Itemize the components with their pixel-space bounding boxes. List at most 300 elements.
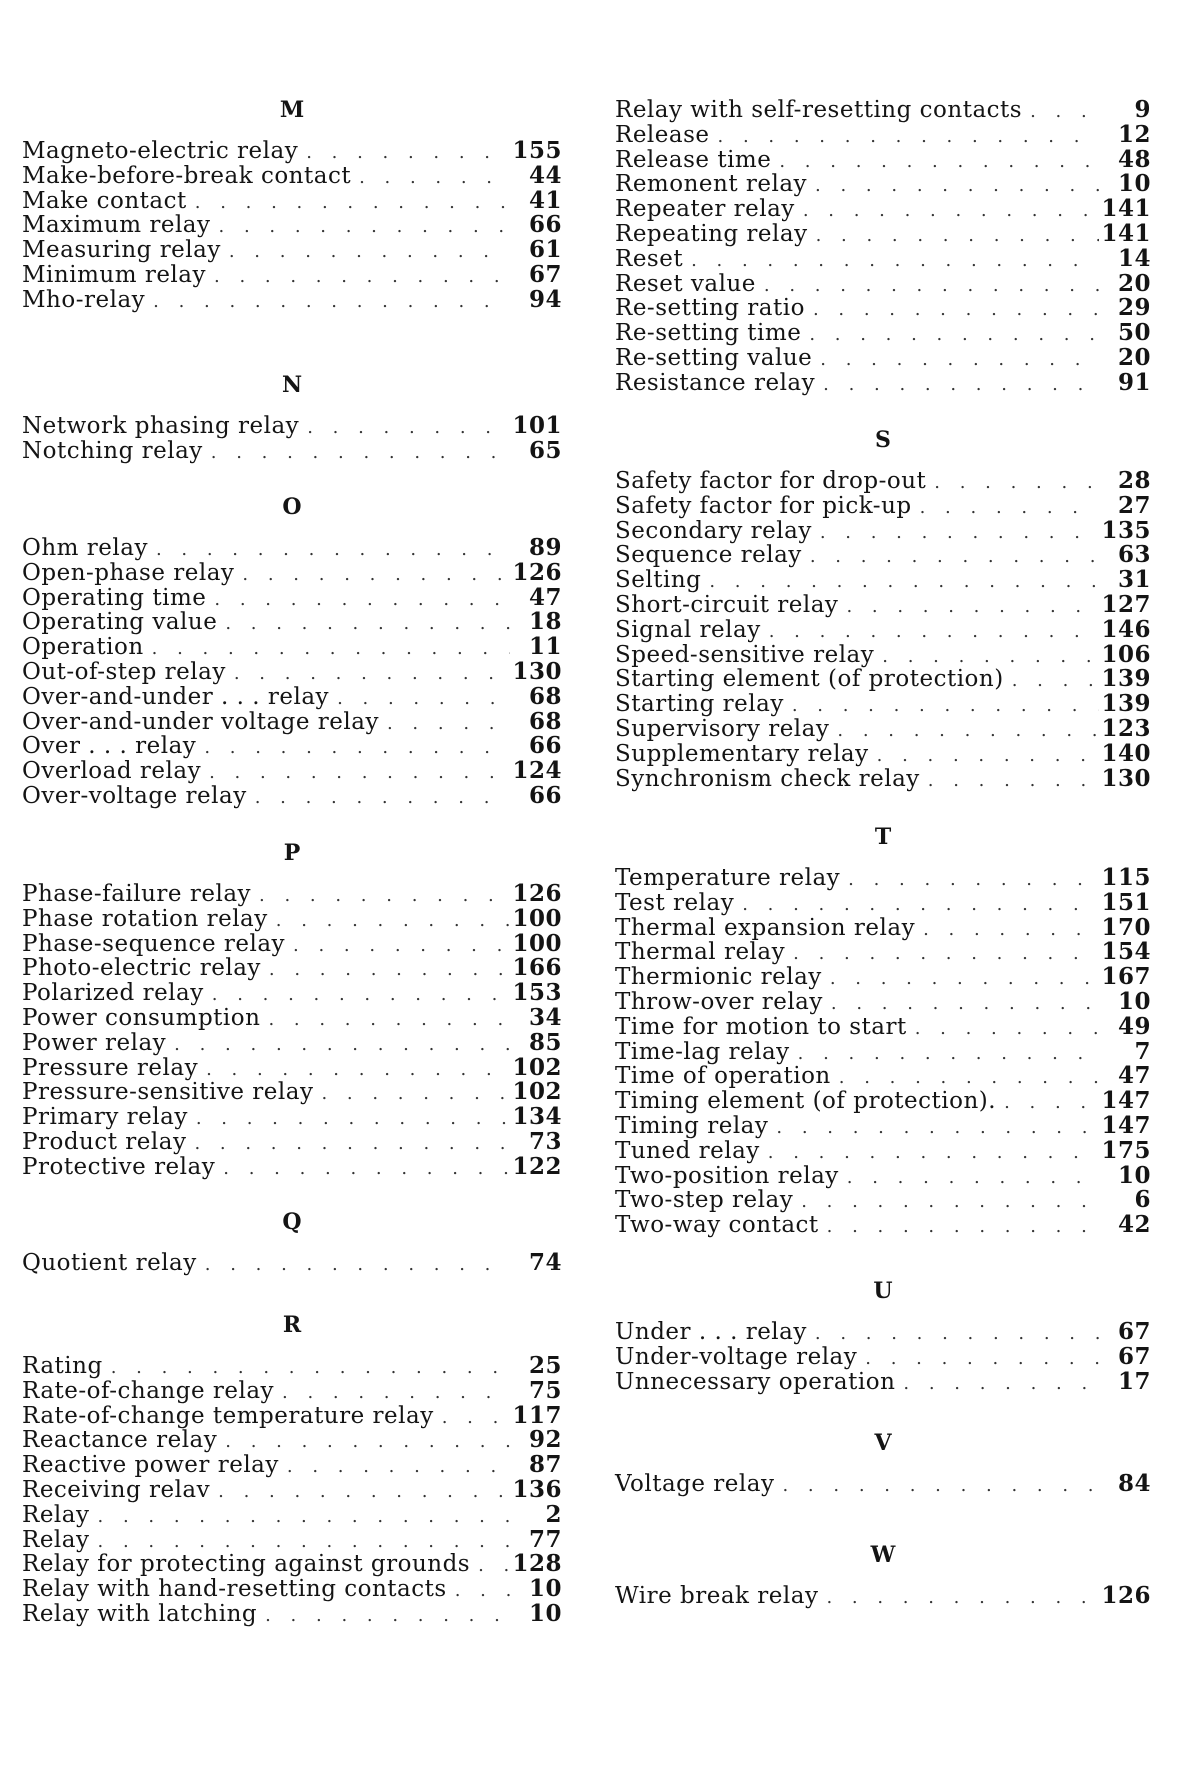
entry-page-number: 47 (1099, 1064, 1151, 1089)
index-entry-thermionic-relay (615, 965, 1151, 990)
entry-page-number: 67 (1099, 1345, 1151, 1370)
entry-term: Relay (22, 1503, 98, 1528)
dot-leader (792, 694, 1099, 719)
dot-leader (816, 224, 1099, 249)
entry-page-number: 154 (1099, 940, 1151, 965)
dot-leader (153, 290, 510, 315)
section-letter: T (615, 822, 1151, 852)
entry-page-number: 29 (1099, 296, 1151, 321)
section-spacer (615, 852, 1151, 866)
index-entry-receiving-relav (22, 1478, 562, 1503)
entry-page-number: 151 (1099, 891, 1151, 916)
entry-page-number: 67 (1099, 1320, 1151, 1345)
dot-leader (218, 1480, 510, 1505)
entry-term: Time for motion to start (615, 1015, 915, 1040)
dot-leader (229, 240, 510, 265)
index-entry-list (22, 1251, 562, 1276)
index-entry-phase-failure-relay (22, 882, 562, 907)
entry-page-number: 91 (1099, 371, 1151, 396)
entry-page-number: 130 (510, 660, 562, 685)
entry-term: Under-voltage relay (615, 1345, 865, 1370)
entry-page-number: 73 (510, 1130, 562, 1155)
entry-term: Over-voltage relay (22, 784, 255, 809)
index-entry-short-circuit-relay (615, 593, 1151, 618)
entry-term: Repeating relay (615, 222, 816, 247)
entry-term: Reactive power relay (22, 1453, 287, 1478)
index-entry-polarized-relay (22, 981, 562, 1006)
dot-leader (813, 298, 1099, 323)
dot-leader (1030, 100, 1099, 125)
index-entry-overload-relay (22, 759, 562, 784)
entry-page-number: 66 (510, 784, 562, 809)
dot-leader (776, 1116, 1099, 1141)
entry-term: Two-step relay (615, 1188, 801, 1213)
index-entry-operating-time (22, 586, 562, 611)
index-entry-time-lag-relay (615, 1040, 1151, 1065)
entry-page-number: 106 (1099, 643, 1151, 668)
entry-page-number: 166 (510, 956, 562, 981)
dot-leader (928, 769, 1099, 794)
entry-term: Rate-of-change temperature relay (22, 1404, 442, 1429)
index-entry-magneto-electric-relay (22, 139, 562, 164)
dot-leader (848, 868, 1099, 893)
entry-term: Phase-failure relay (22, 882, 259, 907)
entry-page-number: 89 (510, 536, 562, 561)
dot-leader (782, 1474, 1099, 1499)
entry-page-number: 50 (1099, 321, 1151, 346)
entry-page-number: 87 (510, 1453, 562, 1478)
entry-term: Throw-over relay (615, 990, 831, 1015)
index-entry-supervisory-relay (615, 717, 1151, 742)
entry-term: Speed-sensitive relay (615, 643, 882, 668)
dot-leader (826, 1586, 1099, 1611)
entry-page-number: 10 (1099, 1164, 1151, 1189)
entry-term: Photo-electric relay (22, 956, 269, 981)
index-entry-unnecessary-operation (615, 1370, 1151, 1395)
entry-page-number: 127 (1099, 593, 1151, 618)
index-entry-starting-element-of-protection (615, 667, 1151, 692)
index-entry-product-relay (22, 1130, 562, 1155)
section-letter: O (22, 492, 562, 522)
index-page (0, 0, 1200, 1765)
entry-page-number: 27 (1099, 494, 1151, 519)
dot-leader (255, 786, 510, 811)
section-spacer (22, 1340, 562, 1354)
entry-term: Synchronism check relay (615, 767, 928, 792)
index-entry-rate-of-change-temperature-relay (22, 1404, 562, 1429)
index-entry-timing-relay (615, 1114, 1151, 1139)
dot-leader (219, 215, 510, 240)
dot-leader (242, 563, 510, 588)
entry-term: Pressure-sensitive relay (22, 1080, 321, 1105)
dot-leader (209, 761, 510, 786)
index-section-p (22, 838, 562, 1180)
index-entry-test-relay (615, 891, 1151, 916)
index-entry-photo-electric-relay (22, 956, 562, 981)
section-spacer (22, 400, 562, 414)
entry-term: Release time (615, 148, 779, 173)
section-spacer (615, 1306, 1151, 1320)
entry-page-number: 65 (510, 439, 562, 464)
dot-leader (823, 373, 1099, 398)
dot-leader (204, 736, 510, 761)
entry-term: Network phasing relay (22, 414, 307, 439)
index-entry-resistance-relay (615, 371, 1151, 396)
entry-term: Make-before-break contact (22, 164, 359, 189)
entry-term: Out-of-step relay (22, 660, 234, 685)
index-section-w (615, 1540, 1151, 1609)
entry-term: Repeater relay (615, 197, 803, 222)
index-entry-quotient-relay (22, 1251, 562, 1276)
index-entry-secondary-relay (615, 519, 1151, 544)
section-letter: N (22, 370, 562, 400)
entry-page-number: 126 (510, 882, 562, 907)
index-section-continued (615, 98, 1151, 396)
entry-term: Thermionic relay (615, 965, 830, 990)
index-section-u (615, 1276, 1151, 1394)
index-section-m (22, 95, 562, 313)
dot-leader (195, 191, 510, 216)
dot-leader (293, 934, 510, 959)
entry-page-number: 49 (1099, 1015, 1151, 1040)
entry-term: Under . . . relay (615, 1320, 815, 1345)
index-entry-re-setting-time (615, 321, 1151, 346)
entry-page-number: 101 (510, 414, 562, 439)
index-entry-under-relay (615, 1320, 1151, 1345)
dot-leader (820, 348, 1099, 373)
entry-page-number: 124 (510, 759, 562, 784)
entry-term: Temperature relay (615, 866, 848, 891)
entry-term: Quotient relay (22, 1251, 205, 1276)
index-section-n (22, 370, 562, 464)
dot-leader (259, 884, 510, 909)
entry-page-number: 68 (510, 710, 562, 735)
section-letter: Q (22, 1207, 562, 1237)
entry-term: Operation (22, 635, 152, 660)
index-entry-relay-for-protecting-against-grounds (22, 1552, 562, 1577)
dot-leader (920, 496, 1099, 521)
index-entry-mho-relay (22, 288, 562, 313)
entry-term: Minimum relay (22, 263, 214, 288)
entry-term: Re-setting ratio (615, 296, 813, 321)
entry-page-number: 175 (1099, 1139, 1151, 1164)
dot-leader (98, 1505, 511, 1530)
entry-term: Over-and-under voltage relay (22, 710, 387, 735)
entry-term: Reset value (615, 272, 764, 297)
entry-term: Signal relay (615, 618, 769, 643)
entry-term: Make contact (22, 189, 195, 214)
index-entry-relay-with-hand-resetting-contacts (22, 1577, 562, 1602)
index-entry-relay-with-self-resetting-contacts (615, 98, 1151, 123)
entry-term: Supervisory relay (615, 717, 837, 742)
index-entry-phase-sequence-relay (22, 932, 562, 957)
index-entry-thermal-expansion-relay (615, 916, 1151, 941)
dot-leader (810, 545, 1099, 570)
dot-leader (801, 1190, 1099, 1215)
entry-page-number: 141 (1099, 222, 1151, 247)
index-entry-reset-value (615, 272, 1151, 297)
entry-term: Starting relay (615, 692, 792, 717)
dot-leader (194, 1132, 510, 1157)
entry-term: Relay with hand-resetting contacts (22, 1577, 455, 1602)
index-entry-wire-break-relay (615, 1584, 1151, 1609)
index-entry-two-position-relay (615, 1164, 1151, 1189)
entry-page-number: 20 (1099, 272, 1151, 297)
dot-leader (809, 323, 1099, 348)
section-spacer (615, 1570, 1151, 1584)
section-letter: M (22, 95, 562, 125)
index-entry-sequence-relay (615, 543, 1151, 568)
index-entry-pressure-sensitive-relay (22, 1080, 562, 1105)
entry-page-number: 141 (1099, 197, 1151, 222)
entry-page-number: 139 (1099, 667, 1151, 692)
entry-term: Wire break relay (615, 1584, 826, 1609)
entry-page-number: 147 (1099, 1114, 1151, 1139)
entry-term: Magneto-electric relay (22, 139, 306, 164)
entry-term: Polarized relay (22, 981, 212, 1006)
index-entry-release-time (615, 148, 1151, 173)
index-section-q (22, 1207, 562, 1276)
index-entry-maximum-relay (22, 213, 562, 238)
entry-page-number: 115 (1099, 866, 1151, 891)
entry-page-number: 128 (510, 1552, 562, 1577)
dot-leader (455, 1579, 510, 1604)
entry-page-number: 134 (510, 1105, 562, 1130)
index-section-o (22, 492, 562, 809)
dot-leader (847, 1166, 1099, 1191)
entry-page-number: 170 (1099, 916, 1151, 941)
entry-page-number: 167 (1099, 965, 1151, 990)
entry-term: Safety factor for drop-out (615, 469, 934, 494)
entry-page-number: 66 (510, 734, 562, 759)
entry-page-number: 44 (510, 164, 562, 189)
index-entry-time-of-operation (615, 1064, 1151, 1089)
index-entry-list (22, 414, 562, 464)
entry-term: Unnecessary operation (615, 1370, 903, 1395)
dot-leader (798, 1042, 1099, 1067)
dot-leader (223, 1157, 510, 1182)
index-entry-thermal-relay (615, 940, 1151, 965)
section-letter: U (615, 1276, 1151, 1306)
entry-page-number: 63 (1099, 543, 1151, 568)
dot-leader (764, 274, 1099, 299)
entry-term: Relay (22, 1528, 98, 1553)
index-entry-over-and-under-voltage-relay (22, 710, 562, 735)
entry-page-number: 117 (510, 1404, 562, 1429)
index-entry-primary-relay (22, 1105, 562, 1130)
dot-leader (830, 967, 1099, 992)
entry-term: Voltage relay (615, 1472, 782, 1497)
entry-term: Reactance relay (22, 1428, 225, 1453)
dot-leader (282, 1381, 510, 1406)
entry-term: Thermal expansion relay (615, 916, 923, 941)
dot-leader (214, 265, 510, 290)
index-entry-relay (22, 1503, 562, 1528)
index-entry-out-of-step-relay (22, 660, 562, 685)
index-entry-protective-relay (22, 1155, 562, 1180)
entry-page-number: 153 (510, 981, 562, 1006)
entry-term: Overload relay (22, 759, 209, 784)
entry-page-number: 7 (1099, 1040, 1151, 1065)
entry-term: Operating value (22, 610, 225, 635)
entry-term: Over . . . relay (22, 734, 204, 759)
section-spacer (615, 455, 1151, 469)
entry-term: Secondary relay (615, 519, 820, 544)
index-entry-list (22, 1354, 562, 1627)
entry-term: Mho-relay (22, 288, 153, 313)
index-entry-measuring-relay (22, 238, 562, 263)
entry-term: Remonent relay (615, 172, 815, 197)
entry-term: Thermal relay (615, 940, 793, 965)
dot-leader (718, 125, 1099, 150)
entry-term: Rate-of-change relay (22, 1379, 282, 1404)
index-entry-synchronism-check-relay (615, 767, 1151, 792)
index-entry-over-and-under-relay (22, 685, 562, 710)
index-entry-list (615, 1320, 1151, 1394)
dot-leader (865, 1347, 1099, 1372)
entry-page-number: 18 (510, 610, 562, 635)
entry-term: Relay with self-resetting contacts (615, 98, 1030, 123)
index-entry-operation (22, 635, 562, 660)
index-entry-over-relay (22, 734, 562, 759)
entry-page-number: 42 (1099, 1213, 1151, 1238)
entry-term: Phase rotation relay (22, 907, 276, 932)
index-entry-rating (22, 1354, 562, 1379)
entry-term: Time-lag relay (615, 1040, 798, 1065)
entry-page-number: 92 (510, 1428, 562, 1453)
entry-term: Time of operation (615, 1064, 839, 1089)
index-entry-network-phasing-relay (22, 414, 562, 439)
entry-page-number: 12 (1099, 123, 1151, 148)
entry-term: Release (615, 123, 718, 148)
index-entry-minimum-relay (22, 263, 562, 288)
entry-term: Notching relay (22, 439, 211, 464)
dot-leader (827, 1215, 1099, 1240)
index-entry-ohm-relay (22, 536, 562, 561)
entry-page-number: 126 (1099, 1584, 1151, 1609)
dot-leader (268, 1008, 510, 1033)
index-entry-throw-over-relay (615, 990, 1151, 1015)
dot-leader (768, 1141, 1099, 1166)
index-entry-timing-element-of-protection (615, 1089, 1151, 1114)
index-entry-list (615, 98, 1151, 396)
entry-term: Relay with latching (22, 1602, 265, 1627)
entry-page-number: 31 (1099, 568, 1151, 593)
dot-leader (276, 909, 510, 934)
entry-term: Supplementary relay (615, 742, 877, 767)
entry-page-number: 10 (510, 1602, 562, 1627)
entry-page-number: 140 (1099, 742, 1151, 767)
entry-page-number: 2 (510, 1503, 562, 1528)
entry-page-number: 123 (1099, 717, 1151, 742)
entry-page-number: 14 (1099, 247, 1151, 272)
section-letter: S (615, 425, 1151, 455)
dot-leader (1004, 1091, 1099, 1116)
index-entry-power-relay (22, 1031, 562, 1056)
entry-page-number: 77 (510, 1528, 562, 1553)
dot-leader (793, 942, 1099, 967)
dot-leader (923, 918, 1099, 943)
dot-leader (211, 441, 510, 466)
entry-page-number: 135 (1099, 519, 1151, 544)
entry-term: Timing element (of protection). (615, 1089, 1004, 1114)
dot-leader (691, 249, 1099, 274)
entry-page-number: 48 (1099, 148, 1151, 173)
dot-leader (1012, 669, 1099, 694)
entry-term: Open-phase relay (22, 561, 242, 586)
index-entry-starting-relay (615, 692, 1151, 717)
section-spacer (22, 125, 562, 139)
dot-leader (478, 1554, 510, 1579)
dot-leader (846, 595, 1099, 620)
entry-page-number: 155 (510, 139, 562, 164)
index-entry-selting (615, 568, 1151, 593)
dot-leader (815, 1322, 1099, 1347)
index-entry-signal-relay (615, 618, 1151, 643)
index-entry-pressure-relay (22, 1056, 562, 1081)
index-entry-relay-with-latching (22, 1602, 562, 1627)
entry-page-number: 11 (510, 635, 562, 660)
section-letter: W (615, 1540, 1151, 1570)
entry-term: Primary relay (22, 1105, 196, 1130)
entry-page-number: 100 (510, 907, 562, 932)
dot-leader (337, 687, 510, 712)
entry-term: Sequence relay (615, 543, 810, 568)
entry-term: Receiving relav (22, 1478, 218, 1503)
dot-leader (769, 620, 1099, 645)
dot-leader (903, 1372, 1099, 1397)
index-entry-speed-sensitive-relay (615, 643, 1151, 668)
entry-page-number: 17 (1099, 1370, 1151, 1395)
section-spacer (22, 868, 562, 882)
index-entry-reactance-relay (22, 1428, 562, 1453)
index-entry-operating-value (22, 610, 562, 635)
index-entry-over-voltage-relay (22, 784, 562, 809)
entry-page-number: 10 (510, 1577, 562, 1602)
index-entry-make-contact (22, 189, 562, 214)
entry-page-number: 84 (1099, 1472, 1151, 1497)
index-entry-remonent-relay (615, 172, 1151, 197)
entry-page-number: 10 (1099, 172, 1151, 197)
entry-page-number: 122 (510, 1155, 562, 1180)
index-entry-under-voltage-relay (615, 1345, 1151, 1370)
section-letter: V (615, 1428, 1151, 1458)
entry-term: Timing relay (615, 1114, 776, 1139)
dot-leader (307, 416, 510, 441)
dot-leader (196, 1107, 510, 1132)
index-entry-open-phase-relay (22, 561, 562, 586)
index-entry-repeating-relay (615, 222, 1151, 247)
entry-page-number: 139 (1099, 692, 1151, 717)
index-entry-time-for-motion-to-start (615, 1015, 1151, 1040)
index-entry-release (615, 123, 1151, 148)
index-entry-list (22, 139, 562, 313)
index-entry-supplementary-relay (615, 742, 1151, 767)
dot-leader (837, 719, 1099, 744)
entry-term: Relay for protecting against grounds (22, 1552, 478, 1577)
index-entry-re-setting-ratio (615, 296, 1151, 321)
dot-leader (915, 1017, 1099, 1042)
index-section-r (22, 1310, 562, 1627)
index-entry-power-consumption (22, 1006, 562, 1031)
dot-leader (287, 1455, 510, 1480)
entry-term: Tuned relay (615, 1139, 768, 1164)
entry-term: Power relay (22, 1031, 174, 1056)
entry-page-number: 25 (510, 1354, 562, 1379)
index-entry-notching-relay (22, 439, 562, 464)
entry-page-number: 102 (510, 1056, 562, 1081)
entry-page-number: 6 (1099, 1188, 1151, 1213)
